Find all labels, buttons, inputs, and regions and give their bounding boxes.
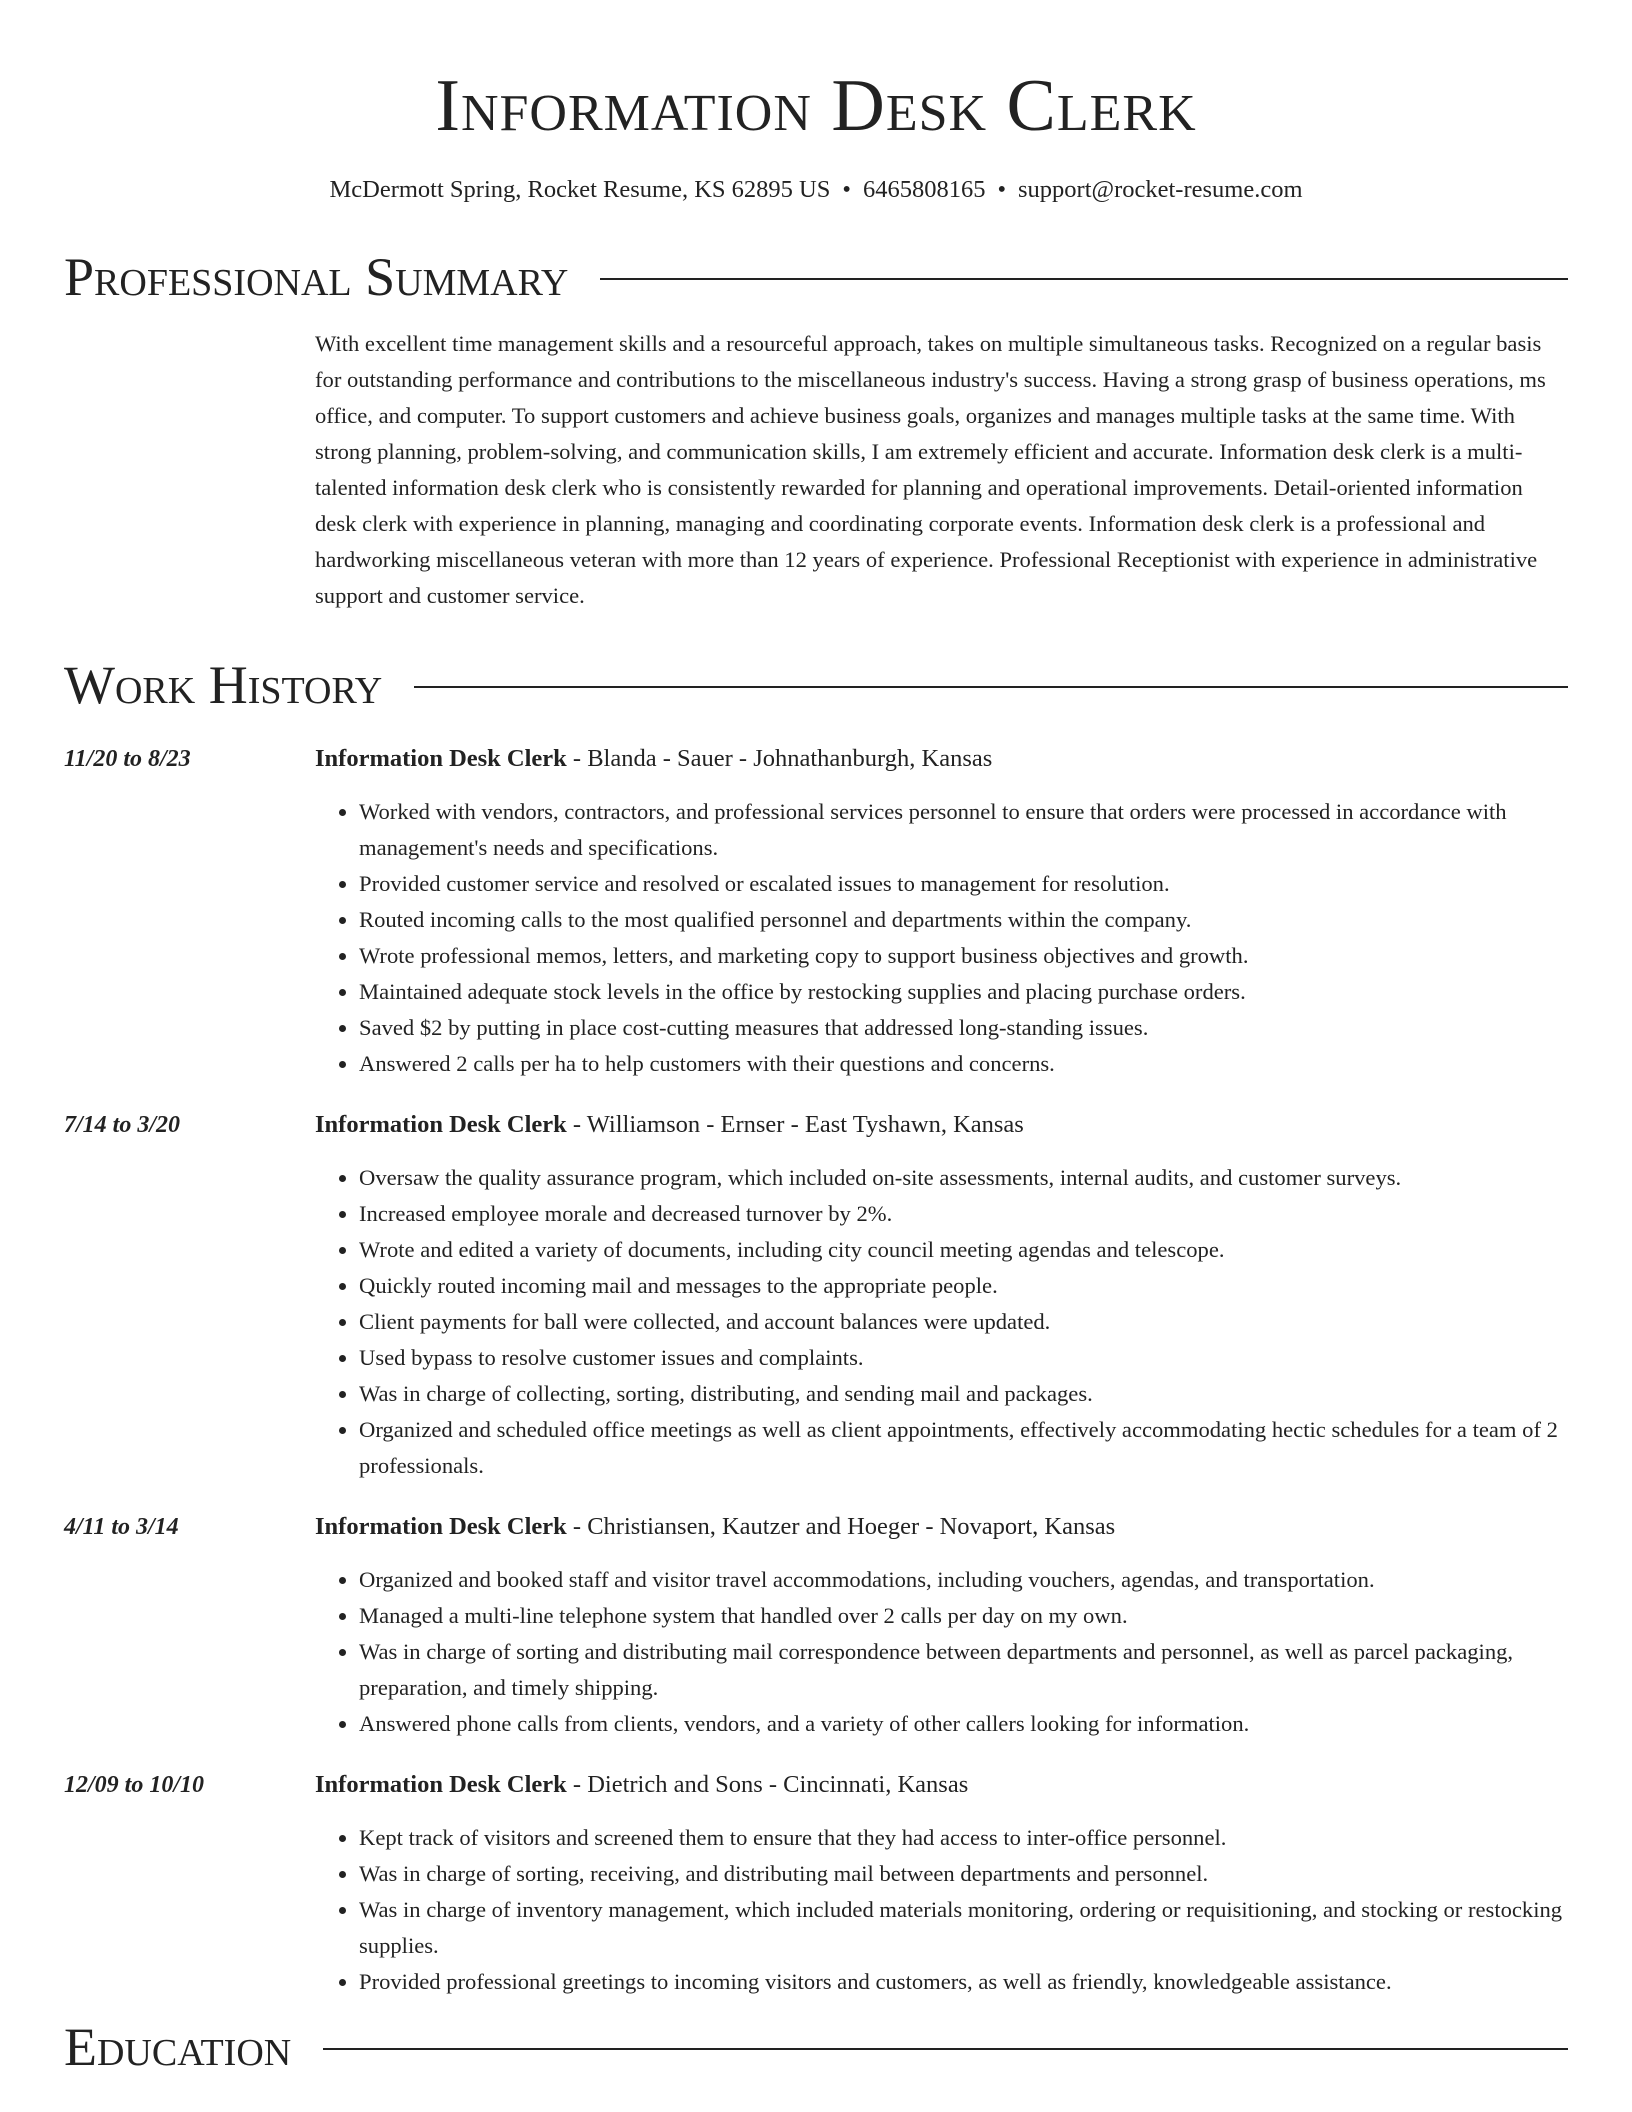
job-bullet: • Answered 2 calls per ha to help customers with their questions and concerns.	[359, 1046, 1568, 1082]
job-company: - Dietrich and Sons - Cincinnati, Kansas	[566, 1771, 969, 1798]
job-bullets	[315, 1562, 1568, 1742]
job-role: Information Desk Clerk	[315, 1771, 567, 1798]
job-company: - Blanda - Sauer - Johnathanburgh, Kansas	[566, 745, 993, 772]
work-history-title: Work History	[64, 655, 383, 715]
job-heading	[315, 1508, 1568, 1546]
job-body	[315, 740, 1568, 1082]
job-bullet: • Was in charge of sorting and distributing mail correspondence between departments and personnel, as well as parcel packaging, preparation, and timely shipping.	[359, 1634, 1568, 1706]
job-role: Information Desk Clerk	[315, 1513, 567, 1540]
contact-line	[64, 174, 1568, 206]
summary-title: Professional Summary	[64, 247, 569, 307]
job-role: Information Desk Clerk	[315, 745, 567, 772]
job-bullet: • Increased employee morale and decreased turnover by 2%.	[359, 1196, 1568, 1232]
job-bullet: • Used bypass to resolve customer issues and complaints.	[359, 1340, 1568, 1376]
job-bullet: • Organized and scheduled office meetings as well as client appointments, effectively accommodating hectic schedules for a team of 2 professionals.	[359, 1412, 1568, 1484]
job-dates: 11/20 to 8/23	[64, 746, 191, 772]
job-role: Information Desk Clerk	[315, 1111, 567, 1138]
job-bullet: • Kept track of visitors and screened them to ensure that they had access to inter-office personnel.	[359, 1820, 1568, 1856]
job-entry	[64, 740, 1568, 1082]
job-body	[315, 1106, 1568, 1484]
job-bullet: • Was in charge of collecting, sorting, distributing, and sending mail and packages.	[359, 1376, 1568, 1412]
job-entry	[64, 1508, 1568, 1742]
job-company: - Williamson - Ernser - East Tyshawn, Kansas	[566, 1111, 1024, 1138]
job-bullet: • Wrote professional memos, letters, and marketing copy to support business objectives and growth.	[359, 938, 1568, 974]
contact-phone: 6465808165	[862, 176, 986, 203]
job-body	[315, 1508, 1568, 1742]
job-bullet: • Managed a multi-line telephone system that handled over 2 calls per day on my own.	[359, 1598, 1568, 1634]
job-body	[315, 1766, 1568, 2000]
job-bullet: • Quickly routed incoming mail and messages to the appropriate people.	[359, 1268, 1568, 1304]
job-bullet: • Maintained adequate stock levels in the office by restocking supplies and placing purchase orders.	[359, 974, 1568, 1010]
contact-separator: •	[997, 176, 1007, 203]
education-section-header	[64, 2016, 1568, 2078]
job-bullet: • Routed incoming calls to the most qualified personnel and departments within the company.	[359, 902, 1568, 938]
job-bullet: • Organized and booked staff and visitor travel accommodations, including vouchers, agendas, and transportation.	[359, 1562, 1568, 1598]
job-list	[64, 740, 1568, 2000]
resume-page	[64, 0, 1568, 2078]
job-bullet: • Wrote and edited a variety of documents, including city council meeting agendas and telescope.	[359, 1232, 1568, 1268]
work-history-section-header	[64, 654, 1568, 716]
job-bullet: • Answered phone calls from clients, vendors, and a variety of other callers looking for information.	[359, 1706, 1568, 1742]
job-heading	[315, 1106, 1568, 1144]
job-bullet: • Saved $2 by putting in place cost-cutting measures that addressed long-standing issues.	[359, 1010, 1568, 1046]
job-entry	[64, 1766, 1568, 2000]
job-bullet: • Provided professional greetings to incoming visitors and customers, as well as friendly, knowledgeable assistance.	[359, 1964, 1568, 2000]
job-bullets	[315, 794, 1568, 1082]
candidate-name: Information Desk Clerk	[435, 65, 1197, 147]
section-divider	[600, 278, 1568, 280]
job-bullet: • Was in charge of inventory management, which included materials monitoring, ordering or requisitioning, and stocking or restocking supplies.	[359, 1892, 1568, 1964]
job-heading	[315, 1766, 1568, 1804]
job-company: - Christiansen, Kautzer and Hoeger - Novaport, Kansas	[566, 1513, 1116, 1540]
job-bullets	[315, 1160, 1568, 1484]
contact-address: McDermott Spring, Rocket Resume, KS 62895 US	[329, 176, 831, 203]
job-bullet: • Oversaw the quality assurance program, which included on-site assessments, internal audits, and customer surveys.	[359, 1160, 1568, 1196]
job-entry	[64, 1106, 1568, 1484]
job-heading	[315, 740, 1568, 778]
job-dates: 7/14 to 3/20	[64, 1112, 181, 1138]
education-title: Education	[64, 2017, 292, 2077]
job-bullet: • Client payments for ball were collected, and account balances were updated.	[359, 1304, 1568, 1340]
job-bullet: • Worked with vendors, contractors, and professional services personnel to ensure that orders were processed in accordance with management's needs and specifications.	[359, 794, 1568, 866]
job-bullets	[315, 1820, 1568, 2000]
job-bullet: • Provided customer service and resolved or escalated issues to management for resolution.	[359, 866, 1568, 902]
job-dates: 4/11 to 3/14	[64, 1514, 179, 1540]
section-divider	[323, 2048, 1568, 2050]
job-dates: 12/09 to 10/10	[64, 1772, 205, 1798]
job-bullet: • Was in charge of sorting, receiving, and distributing mail between departments and personnel.	[359, 1856, 1568, 1892]
summary-text: With excellent time management skills and a resourceful approach, takes on multiple simultaneous tasks. Recognized on a regular basis for outstanding performance and contributions to the miscellaneous industry's success. Having a strong grasp of business operations, ms office, and computer. To support customers and achieve business goals, organizes and manages multiple tasks at the same time. With strong planning, problem-solving, and communication skills, I am extremely efficient and accurate. Information desk clerk is a multi-talented information desk clerk who is consistently rewarded for planning and operational improvements. Detail-oriented information desk clerk with experience in planning, managing and coordinating corporate events. Information desk clerk is a professional and hardworking miscellaneous veteran with more than 12 years of experience. Professional Receptionist with experience in administrative support and customer service.	[315, 331, 1546, 608]
contact-separator: •	[842, 176, 851, 203]
section-divider	[414, 686, 1568, 688]
summary-section-header	[64, 246, 1568, 308]
contact-email: support@rocket-resume.com	[1018, 176, 1303, 203]
